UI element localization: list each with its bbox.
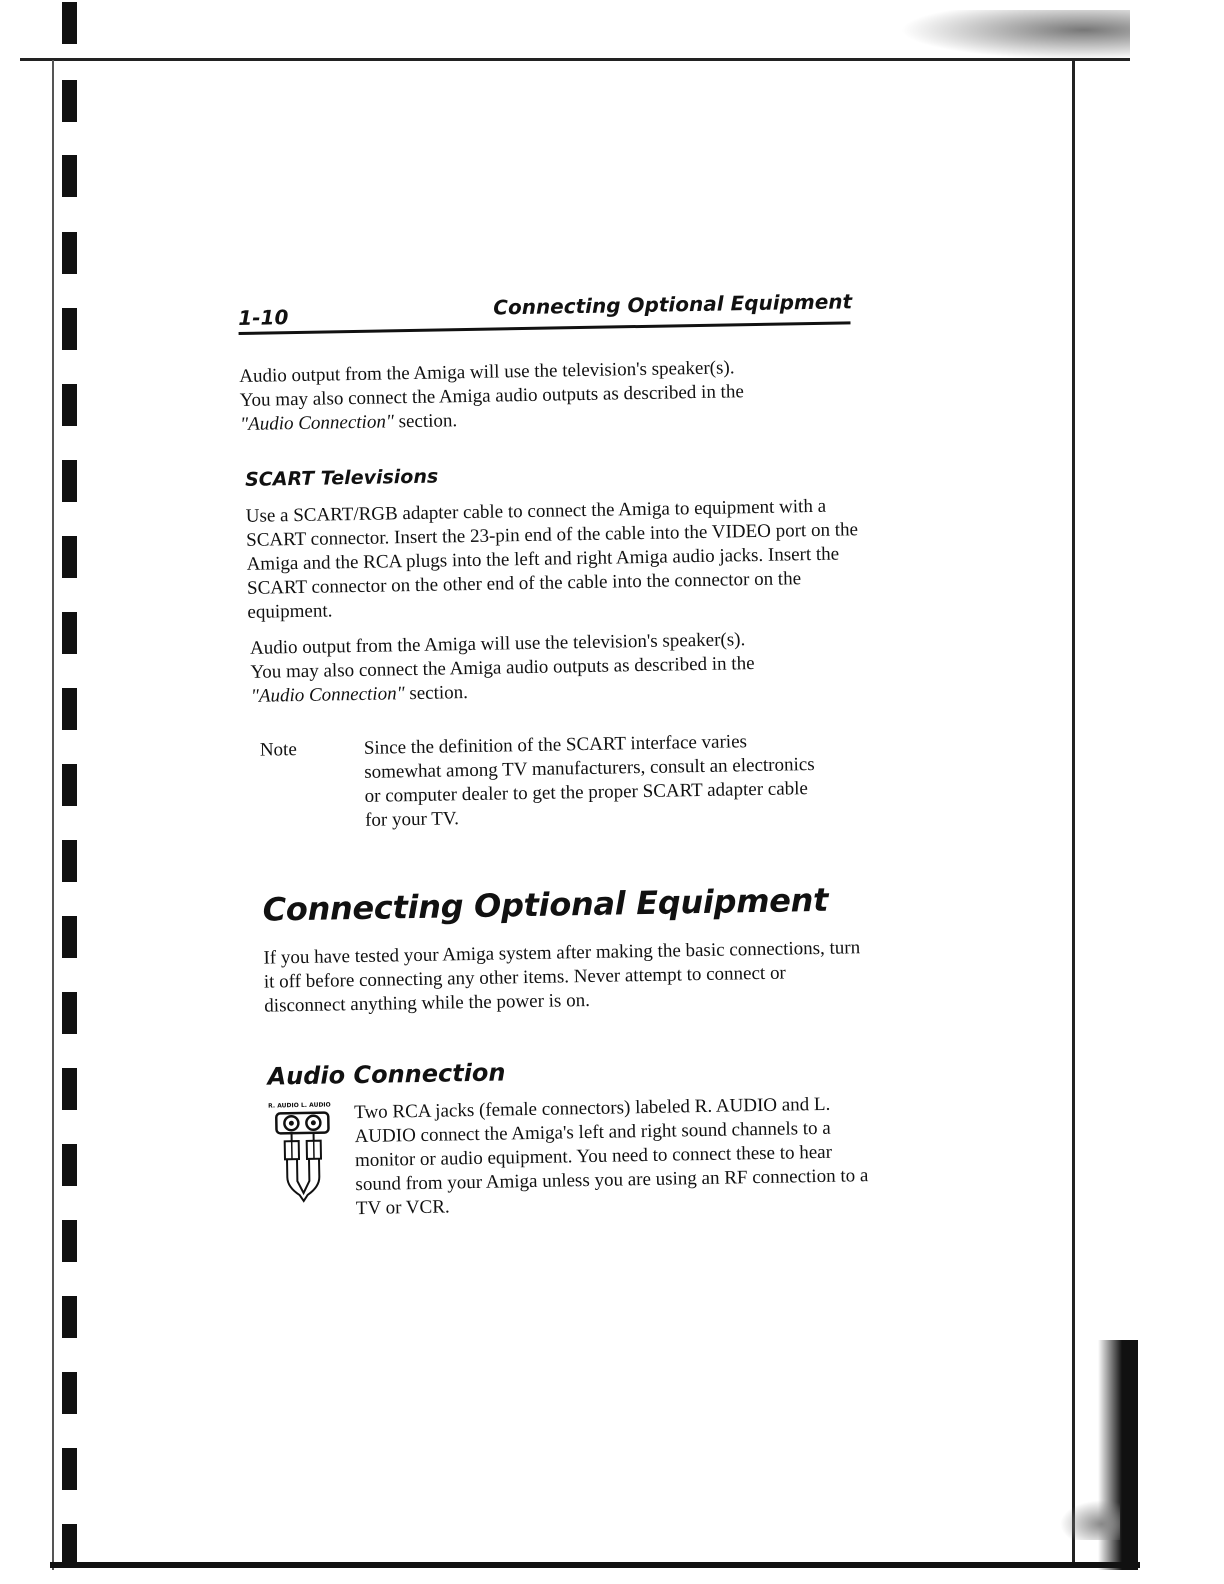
scart-audio-paragraph bbox=[250, 626, 865, 709]
scart-body: Use a SCART/RGB adapter cable to connect the Amiga to equipment with a SCART connector. Insert the 23-pin end of the cable into the VIDEO port on the Amiga and the RCA plugs into the left and right Amiga audio jacks. Insert the SCART connector on the other end of the cable into the connector on the equipment. bbox=[245, 495, 859, 623]
binder-hole bbox=[62, 384, 77, 426]
binder-hole bbox=[62, 80, 77, 122]
binder-hole bbox=[62, 992, 77, 1034]
intro-ref-title: "Audio Connection" bbox=[239, 411, 395, 435]
binder-hole bbox=[62, 308, 77, 350]
binder-hole bbox=[62, 916, 77, 958]
audio-connection-block bbox=[268, 1092, 874, 1223]
binder-hole bbox=[62, 1144, 77, 1186]
binder-hole bbox=[62, 460, 77, 502]
binder-hole bbox=[62, 1220, 77, 1262]
page-right-edge bbox=[1072, 58, 1075, 1568]
binder-hole bbox=[62, 840, 77, 882]
rca-jack-illustration bbox=[268, 1101, 356, 1222]
page-top-edge bbox=[20, 58, 1130, 61]
binder-hole bbox=[62, 1068, 77, 1110]
audio-connection-heading: Audio Connection bbox=[267, 1058, 506, 1091]
page-content bbox=[238, 289, 874, 1223]
note-body: Since the definition of the SCART interface varies somewhat among TV manufacturers, consult an electronics or computer dealer to get the proper SCART adapter cable for your TV. bbox=[363, 731, 815, 831]
page-left-edge bbox=[52, 60, 54, 1570]
binder-hole bbox=[62, 232, 77, 274]
intro-line-2: You may also connect the Amiga audio outputs as described in the bbox=[239, 381, 744, 411]
binder-hole bbox=[62, 1296, 77, 1338]
jack-labels bbox=[268, 1101, 354, 1109]
optional-equipment-heading: Connecting Optional Equipment bbox=[262, 880, 829, 929]
scart-audio-line-2: You may also connect the Amiga audio outputs as described in the bbox=[250, 653, 755, 683]
binder-hole bbox=[62, 688, 77, 730]
intro-line-1: Audio output from the Amiga will use the television's speaker(s). bbox=[239, 357, 735, 387]
rca-cable-icon bbox=[270, 1110, 336, 1207]
binder-hole bbox=[62, 155, 77, 197]
binder-hole bbox=[62, 2, 77, 44]
binder-hole bbox=[62, 612, 77, 654]
page-bottom-edge bbox=[50, 1562, 1140, 1568]
audio-connection-body: Two RCA jacks (female connectors) labeled R. AUDIO and L. AUDIO connect the Amiga's left and right sound channels to a monitor or audio equipment. You need to connect these to hear sound from your Amiga unless you are using an RF connection to a TV or VCR. bbox=[354, 1093, 869, 1220]
binder-hole bbox=[62, 536, 77, 578]
running-chapter-title: Connecting Optional Equipment bbox=[493, 289, 853, 320]
binder-hole bbox=[62, 1372, 77, 1414]
binder-hole bbox=[62, 764, 77, 806]
binder-hole bbox=[62, 1524, 77, 1566]
note-label: Note bbox=[259, 739, 297, 761]
scart-audio-ref-title: "Audio Connection" bbox=[250, 683, 405, 707]
page-number: 1-10 bbox=[238, 305, 289, 330]
scart-heading: SCART Televisions bbox=[244, 465, 439, 491]
jack-label-r: R. AUDIO bbox=[268, 1102, 299, 1110]
scart-audio-ref-suffix: section. bbox=[404, 682, 469, 705]
jack-label-l: L. AUDIO bbox=[300, 1101, 331, 1110]
optional-equipment-body: If you have tested your Amiga system after making the basic connections, turn it off before connecting any other items. Never attempt to connect or disconnect anything while the power is on. bbox=[263, 937, 861, 1017]
scan-bottom-smudge bbox=[1060, 1500, 1120, 1540]
binder-hole bbox=[62, 1448, 77, 1490]
scan-corner-smudge bbox=[900, 10, 1130, 60]
scart-note bbox=[260, 728, 868, 835]
intro-paragraph bbox=[239, 354, 860, 437]
intro-ref-suffix: section. bbox=[393, 410, 458, 433]
scart-audio-line-1: Audio output from the Amiga will use the television's speaker(s). bbox=[249, 629, 746, 659]
